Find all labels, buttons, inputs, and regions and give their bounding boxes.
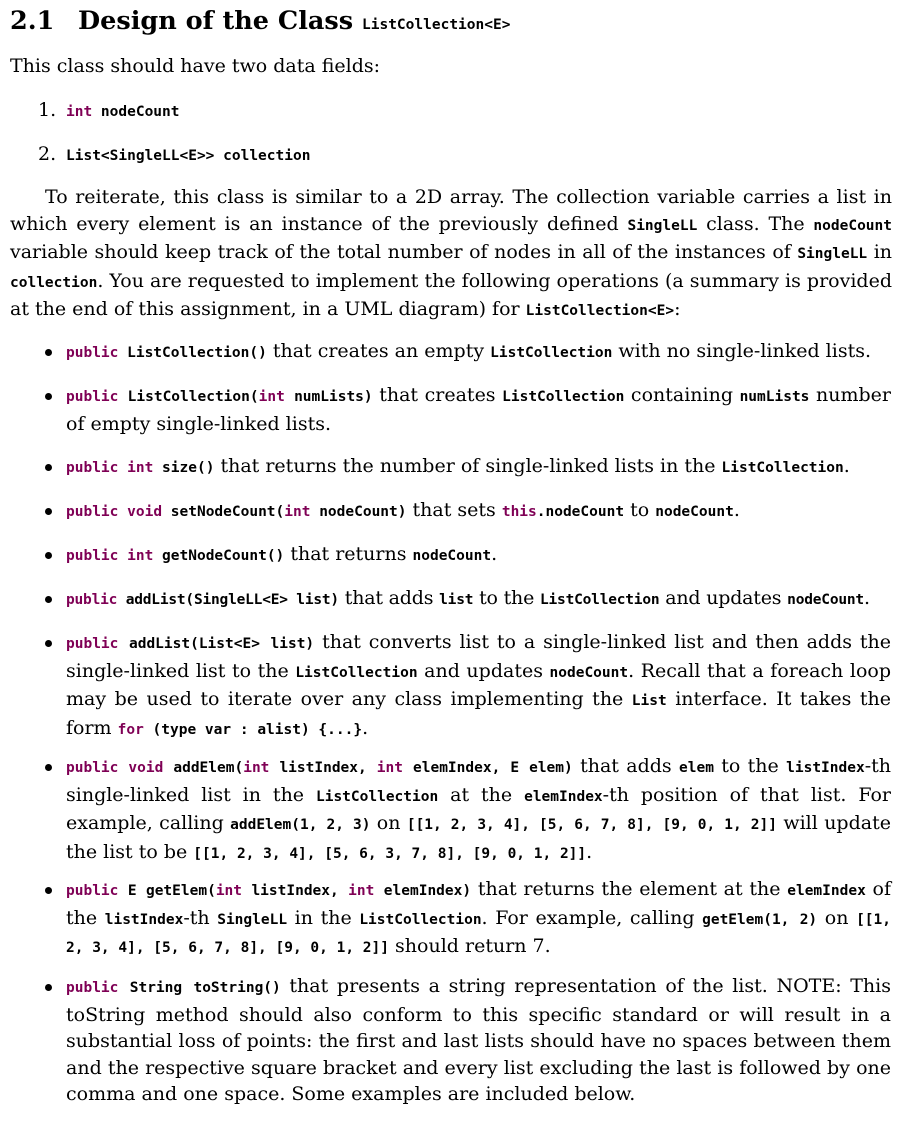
method-item: public String toString() that presents a string representation of the list. NOTE: This toString method should also conform to this specific standard or will result in a substantial loss of points: the first and last lists should have no spaces between them and the respective square bracket and every list excluding the last is followed by one comma and one space. Some examples are included below. bbox=[66, 973, 891, 1108]
method-item: public int getNodeCount() that returns nodeCount. bbox=[66, 541, 891, 570]
method-item: public E getElem(int listIndex, int elemIndex) that returns the element at the elemIndex of the listIndex-th SingleLL in the ListCollection. For example, calling getElem(1, 2) on [[1, 2, 3, 4], [5, 6, 7, 8], [9, 0, 1, 2]] should return 7. bbox=[66, 876, 891, 962]
intro-text: This class should have two data fields: bbox=[10, 55, 381, 77]
method-item: public void addElem(int listIndex, int elemIndex, E elem) that adds elem to the listIndex-th single-linked list in the ListCollection at the elemIndex-th position of that list. For example, calling addElem(1, 2, 3) on [[1, 2, 3, 4], [5, 6, 7, 8], [9, 0, 1, 2]] will update the list to be [[1, 2, 3, 4], [5, 6, 3, 7, 8], [9, 0, 1, 2]]. bbox=[66, 753, 891, 867]
method-item: public ListCollection(int numLists) that creates ListCollection containing numLists number of empty single-linked lists. bbox=[66, 382, 891, 437]
method-item: public void setNodeCount(int nodeCount) that sets this.nodeCount to nodeCount. bbox=[66, 497, 891, 526]
method-item: public ListCollection() that creates an empty ListCollection with no single-linked lists. bbox=[66, 338, 891, 367]
description-paragraph: To reiterate, this class is similar to a 2D array. The collection variable carries a list in which every element is an instance of the previously defined SingleLL class. The nodeCount variable should keep track of the total number of nodes in all of the instances of SingleLL in collection. You are requested to implement the following operations (a summary is provided at the end of this assignment, in a UML diagram) for ListCollection<E>: bbox=[10, 186, 893, 320]
section-heading bbox=[10, 6, 510, 36]
field-item: 2. List<SingleLL<E>> collection bbox=[38, 143, 311, 165]
method-item: public int size() that returns the number of single-linked lists in the ListCollection. bbox=[66, 453, 891, 482]
section-class-name: ListCollection<E> bbox=[362, 17, 511, 33]
section-number: 2.1 bbox=[10, 6, 55, 36]
method-item: public addList(SingleLL<E> list) that adds list to the ListCollection and updates nodeCount. bbox=[66, 585, 916, 614]
method-item: public addList(List<E> list) that converts list to a single-linked list and then adds the single-linked list to the ListCollection and updates nodeCount. Recall that a foreach loop may be used to iterate over any class implementing the List interface. It takes the form for (type var : alist) {...}. bbox=[66, 629, 891, 743]
field-item: 1. int nodeCount bbox=[38, 99, 180, 121]
section-title: Design of the Class bbox=[78, 6, 354, 36]
